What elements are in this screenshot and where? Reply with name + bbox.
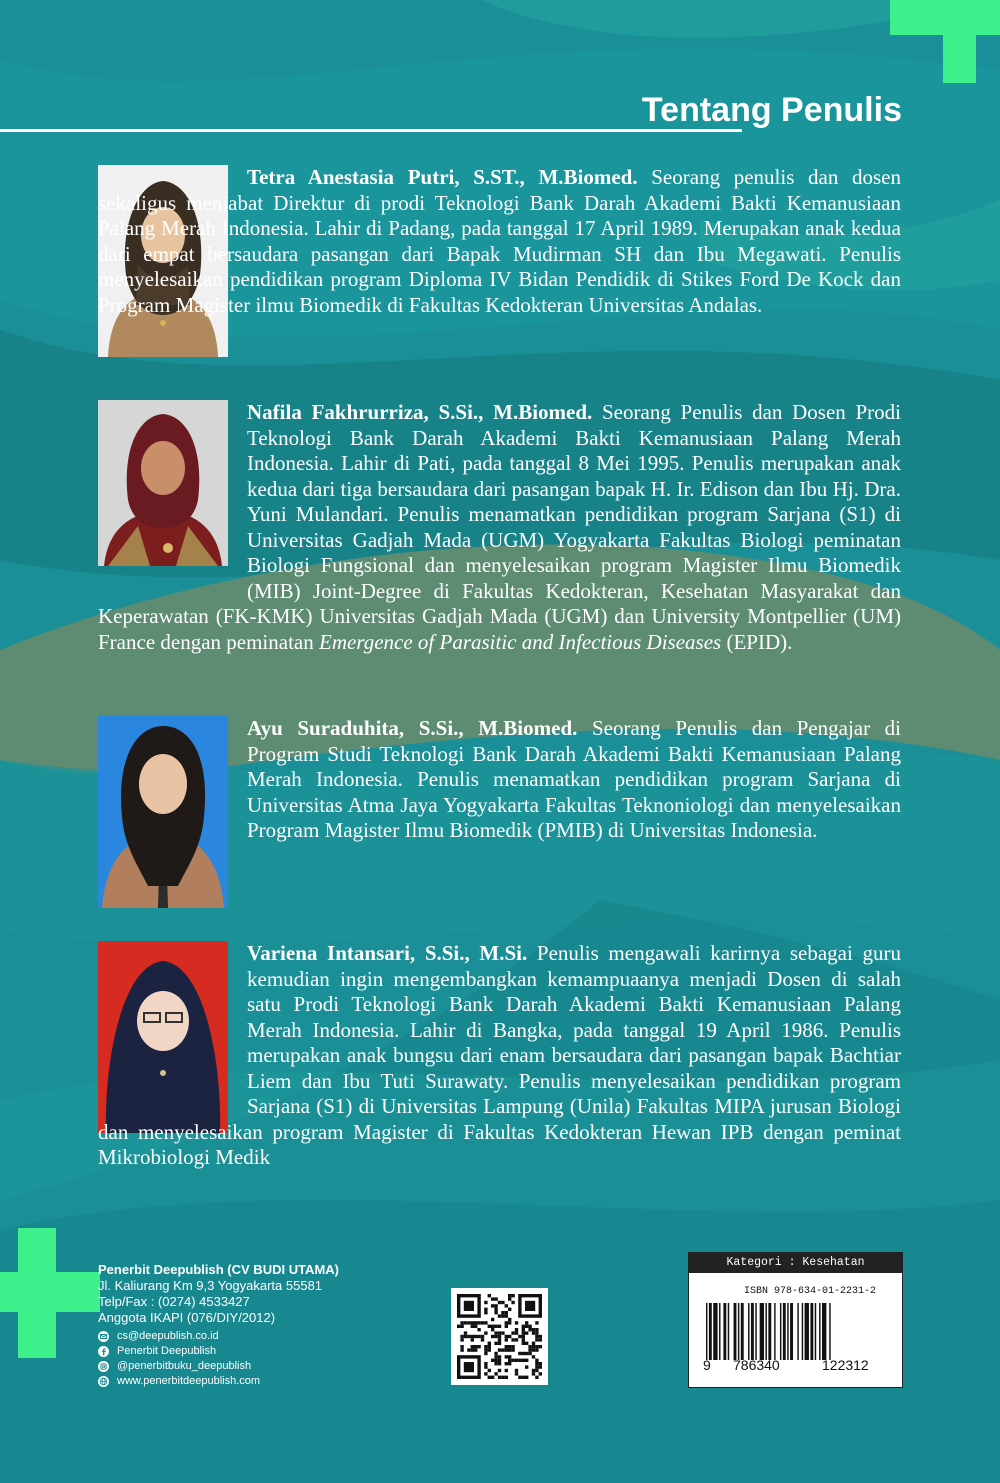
contact-email[interactable]: cs@deepublish.co.id xyxy=(98,1329,428,1344)
barcode-digit-first: 9 xyxy=(703,1357,711,1373)
author-bio-4: Variena Intansari, S.Si., M.Si. Penulis mengawali karirnya sebagai guru kemudian ingin mengembangkan kemampuaanya menjadi Dosen di salah satu Prodi Teknologi Bank Darah Akademi Bakti Kemanusiaan Palang Merah Indonesia. Lahir di Bangka, pada tanggal 19 April 1986. Penulis merupakan anak bungsu dari enam bersaudara dari pasangan bapak Bachtiar Liem dan Ibu Tuti Surawaty. Penulis menyelesaikan pendidikan program Sarjana (S1) di Universitas Lampung (Unila) Fakultas MIPA jurusan Biologi dan menyelesaikan program Magister di Fakultas Kedokteran Hewan IPB dengan peminat Mikrobiologi Medik xyxy=(98,941,901,1169)
facebook-icon xyxy=(98,1346,111,1357)
publisher-name: Penerbit Deepublish (CV BUDI UTAMA) xyxy=(98,1262,339,1277)
category-label: Kategori : Kesehatan xyxy=(689,1253,902,1273)
author-name-2: Nafila Fakhrurriza, S.Si., M.Biomed. xyxy=(247,400,593,424)
author-bio-1: Tetra Anestasia Putri, S.ST., M.Biomed. Seorang penulis dan dosen sekaligus menjabat Direktur di prodi Teknologi Bank Darah Akademi Bakti Kemanusiaan Palang Merah Indonesia. Lahir di Padang, pada tanggal 17 April 1989. Merupakan anak kedua dari empat bersaudara pasangan dari Bapak Mudirman SH dan Ibu Megawati. Penulis menyelesaikan pendidikan program Diploma IV Bidan Pendidik di Stikes Ford De Kock dan Program Magister ilmu Biomedik di Fakultas Kedokteran Universitas Andalas. xyxy=(98,165,901,317)
author-bio-2: Nafila Fakhrurriza, S.Si., M.Biomed. Seorang Penulis dan Dosen Prodi Teknologi Bank Darah Akademi Bakti Kemanusiaan Palang Merah Indonesia. Lahir di Pati, pada tanggal 8 Mei 1995. Penulis merupakan anak kedua dari tiga bersaudara dari pasangan bapak H. Ir. Edison dan Ibu Hj. Dra. Yuni Mulandari. Penulis menamatkan pendidikan program Sarjana (S1) di Universitas Gadjah Mada (UGM) Yogyakarta Fakultas Biologi peminatan Biologi Fungsional dan menyelesaikan program Magister Ilmu Biomedik (MIB) Joint-Degree di Fakultas Kedokteran, Kesehatan Masyarakat dan Keperawatan (FK-KMK) Universitas Gadjah Mada (UGM) dan University Montpellier (UM) France dengan peminatan Emergence of Parasitic and Infectious Diseases (EPID). xyxy=(98,400,901,654)
contact-website[interactable]: www.penerbitdeepublish.com xyxy=(98,1374,428,1389)
contact-facebook[interactable]: Penerbit Deepublish xyxy=(98,1344,428,1359)
isbn-barcode-box xyxy=(688,1252,903,1388)
globe-icon xyxy=(98,1376,111,1387)
author-bio-3: Ayu Suraduhita, S.Si., M.Biomed. Seorang Penulis dan Pengajar di Program Studi Teknologi Bank Darah Akademi Bakti Kemanusiaan Palang Merah Indonesia. Penulis menamatkan pendidikan program Sarjana di Universitas Atma Jaya Yogyakarta Fakultas Teknoniologi dan menyelesaikan Program Magister Ilmu Biomedik (PMIB) di Universitas Indonesia. xyxy=(247,716,902,842)
qr-code[interactable] xyxy=(451,1288,548,1385)
barcode-digits-right: 122312 xyxy=(822,1357,869,1373)
title-underline xyxy=(0,129,742,132)
author-name-3: Ayu Suraduhita, S.Si., M.Biomed. xyxy=(247,716,578,740)
publisher-ikapi: Anggota IKAPI (076/DIY/2012) xyxy=(98,1310,276,1325)
barcode xyxy=(706,1303,886,1360)
publisher-info xyxy=(98,1262,428,1389)
email-icon xyxy=(98,1331,111,1342)
author-name-4: Variena Intansari, S.Si., M.Si. xyxy=(247,941,528,965)
publisher-address: Jl. Kaliurang Km 9,3 Yogyakarta 55581 xyxy=(98,1278,323,1293)
instagram-icon xyxy=(98,1361,111,1372)
isbn-number: ISBN 978-634-01-2231-2 xyxy=(743,1286,876,1297)
page-title: Tentang Penulis xyxy=(641,91,902,129)
author-name-1: Tetra Anestasia Putri, S.ST., M.Biomed. xyxy=(247,165,638,189)
contact-instagram[interactable]: @penerbitbuku_deepublish xyxy=(98,1359,428,1374)
publisher-phone: Telp/Fax : (0274) 4533427 xyxy=(98,1294,250,1309)
barcode-digits-left: 786340 xyxy=(733,1357,780,1373)
